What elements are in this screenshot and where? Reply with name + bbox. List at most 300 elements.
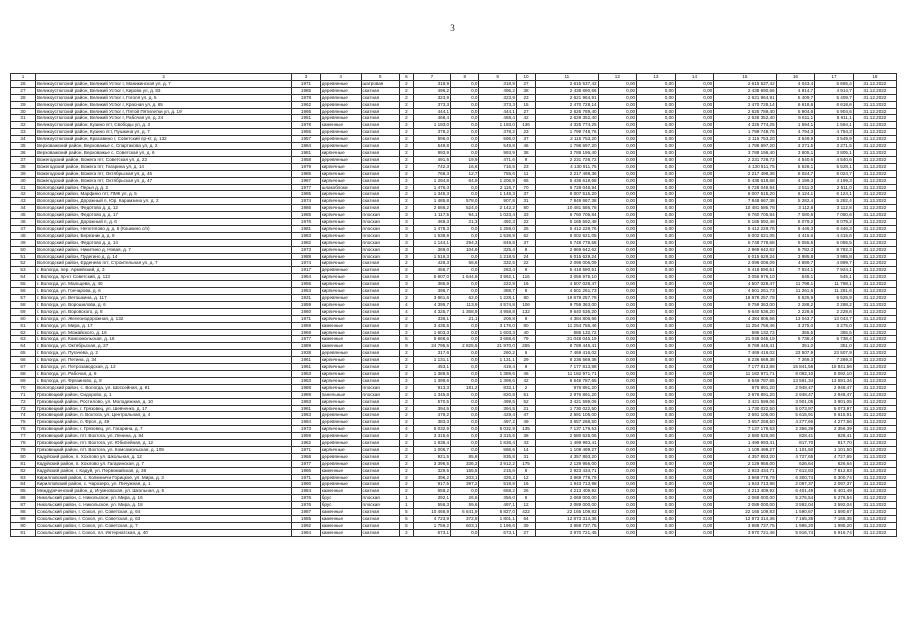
table-cell: 80 bbox=[516, 205, 535, 212]
table-cell: каменные bbox=[320, 122, 361, 129]
table-cell: 1 368,9 bbox=[451, 308, 479, 315]
table-cell: 5 615,91 bbox=[776, 412, 815, 419]
table-row bbox=[11, 391, 897, 398]
table-cell: 2 580 625,06 bbox=[714, 433, 776, 440]
table-cell: 0,00 bbox=[598, 398, 637, 405]
table-cell: 5 665,4 bbox=[815, 80, 854, 87]
table-cell: Верховажский район, Верховажье с, Советская ул, д. 6 bbox=[35, 149, 291, 156]
table-cell: деревянные bbox=[320, 129, 361, 136]
table-cell: скатная bbox=[361, 405, 400, 412]
table-cell: 0,00 bbox=[675, 80, 714, 87]
table-cell: 48 bbox=[11, 232, 36, 239]
table-cell: 7 080,6 bbox=[776, 212, 815, 219]
table-cell: 13 043,7 bbox=[815, 315, 854, 322]
table-cell: 0,00 bbox=[637, 156, 676, 163]
table-cell: Вологодский район, Пудегино д, д. 14 bbox=[35, 253, 291, 260]
table-cell: 2 069 000,00 bbox=[714, 495, 776, 502]
table-cell: 84 bbox=[11, 481, 36, 488]
table-cell: Кирилловский район, с. Чарозеро, ул. Пичужная, д. 1 bbox=[35, 481, 291, 488]
table-cell: 4 507 028,47 bbox=[714, 281, 776, 288]
table-cell: 1 594,1 bbox=[815, 122, 854, 129]
table-cell: 1 193,0 bbox=[413, 122, 450, 129]
table-cell: 31.12.2022 bbox=[853, 177, 896, 184]
table-cell: 79 bbox=[11, 446, 36, 453]
table-cell: 0,0 bbox=[451, 336, 479, 343]
table-cell: 0,0 bbox=[451, 149, 479, 156]
table-cell: 0,0 bbox=[451, 488, 479, 495]
table-cell: 31.12.2022 bbox=[853, 101, 896, 108]
table-cell: 2 356,39 bbox=[776, 426, 815, 433]
table-cell: 0,00 bbox=[598, 440, 637, 447]
column-number-cell: 7 bbox=[413, 74, 450, 81]
table-cell: 23 507,9 bbox=[776, 350, 815, 357]
table-cell: 4 199,3 bbox=[776, 177, 815, 184]
table-cell: 75 bbox=[11, 419, 36, 426]
table-cell: 2 228,6 bbox=[815, 308, 854, 315]
table-cell: 8 bbox=[516, 495, 535, 502]
table-cell: каменные bbox=[320, 343, 361, 350]
table-cell: 1966 bbox=[292, 108, 320, 115]
table-cell: 33 bbox=[11, 129, 36, 136]
table-cell: деревянные bbox=[320, 460, 361, 467]
table-cell: 4 723,9 bbox=[413, 516, 450, 523]
table-cell: 31.12.2022 bbox=[853, 94, 896, 101]
table-cell: 373,3 bbox=[413, 101, 450, 108]
table-cell: 37 bbox=[516, 136, 535, 143]
table-cell: г. Вологда, ул. Петрозаводская, д. 12 bbox=[35, 364, 291, 371]
table-cell: 5 276,54 bbox=[776, 495, 815, 502]
table-row bbox=[11, 101, 897, 108]
table-cell: Сокольский район, г. Сокол, ул. Советская, д. 7 bbox=[35, 522, 291, 529]
table-cell: 388,7 bbox=[479, 288, 516, 295]
table-cell: 4 130 811,75 bbox=[714, 163, 776, 170]
table-cell: кирпичные bbox=[320, 370, 361, 377]
table-cell: скатная bbox=[361, 453, 400, 460]
table-cell: 0,00 bbox=[675, 453, 714, 460]
table-cell: 0,00 bbox=[675, 246, 714, 253]
table-cell: 0,00 bbox=[637, 136, 676, 143]
table-cell: кирпичные bbox=[320, 170, 361, 177]
table-cell: 4 574,8 bbox=[479, 301, 516, 308]
table-cell: скатная bbox=[361, 198, 400, 205]
table-cell: 0,00 bbox=[637, 129, 676, 136]
table-cell: деревянные bbox=[320, 474, 361, 481]
table-cell: деревянные bbox=[320, 101, 361, 108]
table-cell: 0,00 bbox=[637, 177, 676, 184]
table-cell: 0,00 bbox=[675, 205, 714, 212]
table-cell: 1 603,3 bbox=[479, 329, 516, 336]
table-cell: скатная bbox=[361, 163, 400, 170]
table-cell: 60 bbox=[11, 315, 36, 322]
table-cell: 0,00 bbox=[598, 412, 637, 419]
table-cell: 329,5 bbox=[413, 467, 450, 474]
table-cell: 2 bbox=[400, 467, 414, 474]
table-cell: 4 507 028,47 bbox=[536, 281, 598, 288]
table-cell: 1 101,50 bbox=[776, 446, 815, 453]
table-cell: 23 bbox=[516, 94, 535, 101]
table-cell: 0,00 bbox=[637, 488, 676, 495]
table-cell: 993,9 bbox=[479, 149, 516, 156]
table-cell: 31.12.2022 bbox=[853, 495, 896, 502]
table-cell: 0,00 bbox=[598, 474, 637, 481]
table-cell: Грязовецкий район, г. Грязовец, ул. Гагарина, д. 7 bbox=[35, 426, 291, 433]
table-cell: 1984 bbox=[292, 419, 320, 426]
table-cell: 1985 bbox=[292, 170, 320, 177]
table-cell: 42 bbox=[516, 377, 535, 384]
table-cell: 24 bbox=[516, 253, 535, 260]
table-cell: г. Вологда, ул. Рабочая, д. 9 bbox=[35, 370, 291, 377]
table-cell: 0,00 bbox=[637, 149, 676, 156]
table-cell: 31.12.2022 bbox=[853, 136, 896, 143]
table-cell: 3 275,0 bbox=[815, 322, 854, 329]
table-cell: 2 217 498,36 bbox=[536, 170, 598, 177]
table-cell: 7 165,35 bbox=[815, 516, 854, 523]
table-cell: 396,7 bbox=[413, 288, 450, 295]
table-cell: 0,00 bbox=[598, 170, 637, 177]
table-cell: 73 bbox=[11, 405, 36, 412]
table-cell: 8 782,3 bbox=[815, 246, 854, 253]
table-cell: 13 591,34 bbox=[815, 377, 854, 384]
column-number-cell: 9 bbox=[479, 74, 516, 81]
table-row bbox=[11, 426, 897, 433]
table-cell: 0,00 bbox=[598, 281, 637, 288]
table-cell: 3 bbox=[400, 225, 414, 232]
table-cell: 33 bbox=[516, 212, 535, 219]
table-cell: кирпичные bbox=[320, 281, 361, 288]
table-cell: 40 bbox=[516, 329, 535, 336]
table-cell: кирпичные bbox=[320, 260, 361, 267]
table-cell: 2 bbox=[400, 453, 414, 460]
table-cell: 0,00 bbox=[675, 412, 714, 419]
table-cell: скатная bbox=[361, 156, 400, 163]
table-cell: 21 048 045,19 bbox=[714, 336, 776, 343]
table-cell: скатная bbox=[361, 516, 400, 523]
table-cell: 3 549,9 bbox=[776, 136, 815, 143]
table-cell: 7 165,35 bbox=[776, 516, 815, 523]
table-cell: плоская bbox=[361, 253, 400, 260]
table-cell: 2 bbox=[400, 357, 414, 364]
table-cell: г. Вологда, ул. Ветошкина, д. 117 bbox=[35, 295, 291, 302]
table-cell: 31.12.2022 bbox=[853, 198, 896, 205]
table-cell: 1 594,1 bbox=[776, 122, 815, 129]
table-cell: 1976 bbox=[292, 495, 320, 502]
table-cell: скатная bbox=[361, 143, 400, 150]
table-row bbox=[11, 260, 897, 267]
table-cell: 2 bbox=[400, 198, 414, 205]
table-cell: деревянные bbox=[320, 433, 361, 440]
table-cell: 31.12.2022 bbox=[853, 329, 896, 336]
table-cell: кирпичные bbox=[320, 377, 361, 384]
table-cell: 394,5 bbox=[413, 405, 450, 412]
table-cell: 6 079,2 bbox=[815, 219, 854, 226]
table-cell: 31.12.2022 bbox=[853, 467, 896, 474]
table-cell: 0,0 bbox=[451, 143, 479, 150]
table-cell: 378,2 bbox=[413, 129, 450, 136]
table-cell: деревянные bbox=[320, 453, 361, 460]
table-cell: 0,00 bbox=[675, 143, 714, 150]
table-row bbox=[11, 322, 897, 329]
table-cell: 0,00 bbox=[637, 308, 676, 315]
table-cell: 2 bbox=[400, 163, 414, 170]
table-cell: 4 bbox=[400, 426, 414, 433]
table-cell: 0,00 bbox=[598, 391, 637, 398]
table-cell: 0,00 bbox=[675, 219, 714, 226]
table-cell: брус bbox=[320, 495, 361, 502]
table-cell: 57 bbox=[11, 295, 36, 302]
table-cell: 1976 bbox=[292, 219, 320, 226]
table-cell: 0,0 bbox=[451, 419, 479, 426]
table-cell: 0,00 bbox=[675, 481, 714, 488]
table-cell: 0,00 bbox=[675, 156, 714, 163]
table-cell: кирпичные bbox=[320, 225, 361, 232]
table-cell: 394,5 bbox=[479, 405, 516, 412]
table-cell: 456,7 bbox=[413, 267, 450, 274]
table-cell: 369,0 bbox=[413, 246, 450, 253]
table-cell: 0,00 bbox=[598, 446, 637, 453]
table-cell: 1 995,20 bbox=[815, 522, 854, 529]
table-row bbox=[11, 516, 897, 523]
table-cell: 2 bbox=[400, 419, 414, 426]
table-cell: 397,2 bbox=[451, 481, 479, 488]
table-cell: 1 836,4 bbox=[479, 440, 516, 447]
table-cell: кирпичные bbox=[320, 308, 361, 315]
table-cell: 0,0 bbox=[451, 122, 479, 129]
table-cell: скатная bbox=[361, 412, 400, 419]
table-cell: 0,00 bbox=[598, 350, 637, 357]
table-cell: Кадуйский район, г. Кадуй, ул. Первомайская, д. 36 bbox=[35, 467, 291, 474]
table-cell: 3 592,04 bbox=[776, 502, 815, 509]
table-cell: 4 501 261,73 bbox=[536, 288, 598, 295]
table-cell: 0,00 bbox=[598, 502, 637, 509]
table-cell: 2 bbox=[400, 391, 414, 398]
table-cell: 2 969 642,62 bbox=[536, 246, 598, 253]
table-cell: г. Вологда, ул. Ворошилова, д. 6 bbox=[35, 301, 291, 308]
table-cell: кирпичные bbox=[320, 301, 361, 308]
table-cell: 31.12.2022 bbox=[853, 474, 896, 481]
table-cell: 2 948,47 bbox=[815, 384, 854, 391]
table-cell: 3 056 976,10 bbox=[714, 274, 776, 281]
table-cell: 1983 bbox=[292, 232, 320, 239]
table-cell: скатная bbox=[361, 274, 400, 281]
table-cell: 0,00 bbox=[598, 343, 637, 350]
table-cell: 6 024,7 bbox=[776, 170, 815, 177]
table-cell: 215,6 bbox=[479, 467, 516, 474]
table-cell: деревянные bbox=[320, 80, 361, 87]
table-cell: 492,3 bbox=[479, 219, 516, 226]
table-cell: 0,00 bbox=[637, 232, 676, 239]
table-cell: 38 bbox=[11, 163, 36, 170]
table-cell: 260,2 bbox=[479, 350, 516, 357]
table-cell: деревянные bbox=[320, 108, 361, 115]
table-cell: 294,3 bbox=[451, 239, 479, 246]
table-cell: Сокольский район, г. Сокол, пл. Интернатская, д. 40 bbox=[35, 529, 291, 536]
table-cell: 570,5 bbox=[413, 398, 450, 405]
table-cell: 3 805,1 bbox=[815, 149, 854, 156]
table-cell: 38 bbox=[516, 87, 535, 94]
table-cell: 336,1 bbox=[413, 315, 450, 322]
table-cell: 0,00 bbox=[637, 87, 676, 94]
table-cell: Междуреченский район, д. Игумновская, ул. Школьная, д. 5 bbox=[35, 488, 291, 495]
table-cell: 31.12.2022 bbox=[853, 419, 896, 426]
table-cell: 1 195,6 bbox=[479, 522, 516, 529]
table-cell: 0,00 bbox=[637, 288, 676, 295]
table-cell: 469,3 bbox=[413, 219, 450, 226]
table-cell: 52 bbox=[11, 260, 36, 267]
table-cell: кирпичные bbox=[320, 274, 361, 281]
table-cell: 29 bbox=[11, 101, 36, 108]
table-cell: скатная bbox=[361, 433, 400, 440]
table-row bbox=[11, 225, 897, 232]
table-cell: 1953 bbox=[292, 288, 320, 295]
table-cell: 1984 bbox=[292, 529, 320, 536]
table-row bbox=[11, 267, 897, 274]
table-cell: 59,6 bbox=[451, 502, 479, 509]
table-cell: 1976 bbox=[292, 502, 320, 509]
table-cell: 1 590,67 bbox=[776, 509, 815, 516]
table-cell: 7 469 416,02 bbox=[536, 350, 598, 357]
table-cell: 471,6 bbox=[479, 156, 516, 163]
table-cell: 0,00 bbox=[598, 370, 637, 377]
table-cell: скатная bbox=[361, 357, 400, 364]
table-cell: 0,00 bbox=[598, 232, 637, 239]
table-cell: 1 485,8 bbox=[413, 198, 450, 205]
table-cell: 3 275,0 bbox=[776, 322, 815, 329]
table-cell: 43 bbox=[516, 440, 535, 447]
table-cell: 519,8 bbox=[479, 481, 516, 488]
table-cell: 356,0 bbox=[479, 495, 516, 502]
table-cell: 4 501 261,73 bbox=[714, 288, 776, 295]
table-cell: 31.12.2022 bbox=[853, 156, 896, 163]
table-cell: 31.12.2022 bbox=[853, 232, 896, 239]
table-cell: 385,9 bbox=[413, 281, 450, 288]
table-cell: 1969 bbox=[292, 329, 320, 336]
table-cell: 0,00 bbox=[675, 509, 714, 516]
table-cell: 0,00 bbox=[598, 260, 637, 267]
table-cell: 62 bbox=[11, 329, 36, 336]
table-cell: 8 bbox=[516, 288, 535, 295]
table-cell: 11 798,1 bbox=[776, 281, 815, 288]
table-cell: скатная bbox=[361, 329, 400, 336]
table-cell: 24 795,5 bbox=[413, 343, 450, 350]
table-cell: 5 615,91 bbox=[815, 412, 854, 419]
table-cell: 7 924,1 bbox=[815, 267, 854, 274]
table-cell: 0,00 bbox=[637, 191, 676, 198]
table-cell: 2 bbox=[400, 136, 414, 143]
table-cell: 32 bbox=[11, 122, 36, 129]
table-cell: 3 657 268,50 bbox=[536, 419, 598, 426]
table-cell: 4 540,6 bbox=[815, 156, 854, 163]
table-cell: 22 bbox=[516, 219, 535, 226]
table-cell: 332,5 bbox=[479, 260, 516, 267]
table-cell: кирпичные bbox=[320, 253, 361, 260]
table-cell: 0,00 bbox=[675, 136, 714, 143]
table-cell: 31.12.2022 bbox=[853, 115, 896, 122]
table-cell: 0,00 bbox=[598, 460, 637, 467]
table-cell: 0,00 bbox=[675, 170, 714, 177]
table-cell: 0,00 bbox=[598, 205, 637, 212]
table-cell: г. Вологда, ул. Октябрьская, д. 27 bbox=[35, 343, 291, 350]
table-cell: 5 916,74 bbox=[815, 529, 854, 536]
table-cell: 0,0 bbox=[451, 322, 479, 329]
table-cell: 5 418 590,51 bbox=[536, 267, 598, 274]
table-cell: 10 481 586,78 bbox=[714, 205, 776, 212]
table-cell: Никольский район, с. Никольское, ул. Мира, д. 16 bbox=[35, 495, 291, 502]
table-cell: 0,00 bbox=[637, 295, 676, 302]
table-cell: 22 bbox=[516, 260, 535, 267]
table-row bbox=[11, 156, 897, 163]
table-cell: 2 097,37 bbox=[776, 481, 815, 488]
table-cell: 0,0 bbox=[451, 281, 479, 288]
table-cell: 13 043,7 bbox=[776, 315, 815, 322]
table-cell: 2 969 642,62 bbox=[714, 246, 776, 253]
table-cell: 31.12.2022 bbox=[853, 405, 896, 412]
table-cell: 1 023,4 bbox=[479, 212, 516, 219]
column-number-row bbox=[11, 74, 897, 81]
table-cell: Вологодский район, Дорожный п, Юр. Карамзина ул, д. 2 bbox=[35, 198, 291, 205]
table-cell: 468,4 bbox=[479, 115, 516, 122]
table-cell: кирпичные bbox=[320, 357, 361, 364]
table-cell: 3 969 778,79 bbox=[536, 474, 598, 481]
table-cell: 2 231 726,72 bbox=[536, 156, 598, 163]
table-cell: 21 bbox=[516, 405, 535, 412]
table-cell: 4 415,6 bbox=[776, 232, 815, 239]
table-cell: деревянные bbox=[320, 136, 361, 143]
table-cell: 2 923 434,71 bbox=[536, 467, 598, 474]
table-cell: 1953 bbox=[292, 370, 320, 377]
table-cell: 106 bbox=[516, 301, 535, 308]
table-cell: 3 912,2 bbox=[479, 460, 516, 467]
table-cell: 3 271,5 bbox=[776, 143, 815, 150]
table-cell: 3 bbox=[400, 274, 414, 281]
table-cell: 1989 bbox=[292, 391, 320, 398]
table-cell: 31 bbox=[516, 453, 535, 460]
table-cell: 373,3 bbox=[479, 101, 516, 108]
table-cell: 31.12.2022 bbox=[853, 357, 896, 364]
table-cell: 5 409,7 bbox=[776, 94, 815, 101]
table-cell: 255 bbox=[516, 343, 535, 350]
table-cell: 7 612,83 bbox=[776, 467, 815, 474]
table-cell: 2 bbox=[400, 412, 414, 419]
table-cell: 0,0 bbox=[451, 129, 479, 136]
table-cell: 21 048 045,19 bbox=[536, 336, 598, 343]
table-cell: 2 bbox=[400, 315, 414, 322]
table-cell: 0,00 bbox=[637, 94, 676, 101]
table-row bbox=[11, 129, 897, 136]
table-cell: 1 943 713,98 bbox=[714, 481, 776, 488]
table-cell: 222,9 bbox=[479, 281, 516, 288]
table-row bbox=[11, 288, 897, 295]
table-cell: 2 923 434,71 bbox=[714, 467, 776, 474]
table-cell: 497,2 bbox=[479, 419, 516, 426]
table-cell: 1966 bbox=[292, 467, 320, 474]
table-cell: 491,5 bbox=[413, 156, 450, 163]
table-cell: 7 848 667,38 bbox=[714, 198, 776, 205]
table-cell: скатная bbox=[361, 122, 400, 129]
table-cell: 1985 bbox=[292, 191, 320, 198]
table-cell: скатная bbox=[361, 184, 400, 191]
table-cell: 453,1 bbox=[413, 364, 450, 371]
table-cell: 0,00 bbox=[675, 405, 714, 412]
table-cell: 1988 bbox=[292, 253, 320, 260]
table-cell: Сокольский район, г. Сокол, ул. Советская, д. 64 bbox=[35, 509, 291, 516]
table-cell: скатная bbox=[361, 94, 400, 101]
table-cell: 31.12.2022 bbox=[853, 129, 896, 136]
table-cell: 5 904,6 bbox=[776, 108, 815, 115]
table-cell: 135 bbox=[516, 426, 535, 433]
table-cell: 31.12.2022 bbox=[853, 322, 896, 329]
table-row bbox=[11, 398, 897, 405]
table-cell: 5 bbox=[400, 336, 414, 343]
